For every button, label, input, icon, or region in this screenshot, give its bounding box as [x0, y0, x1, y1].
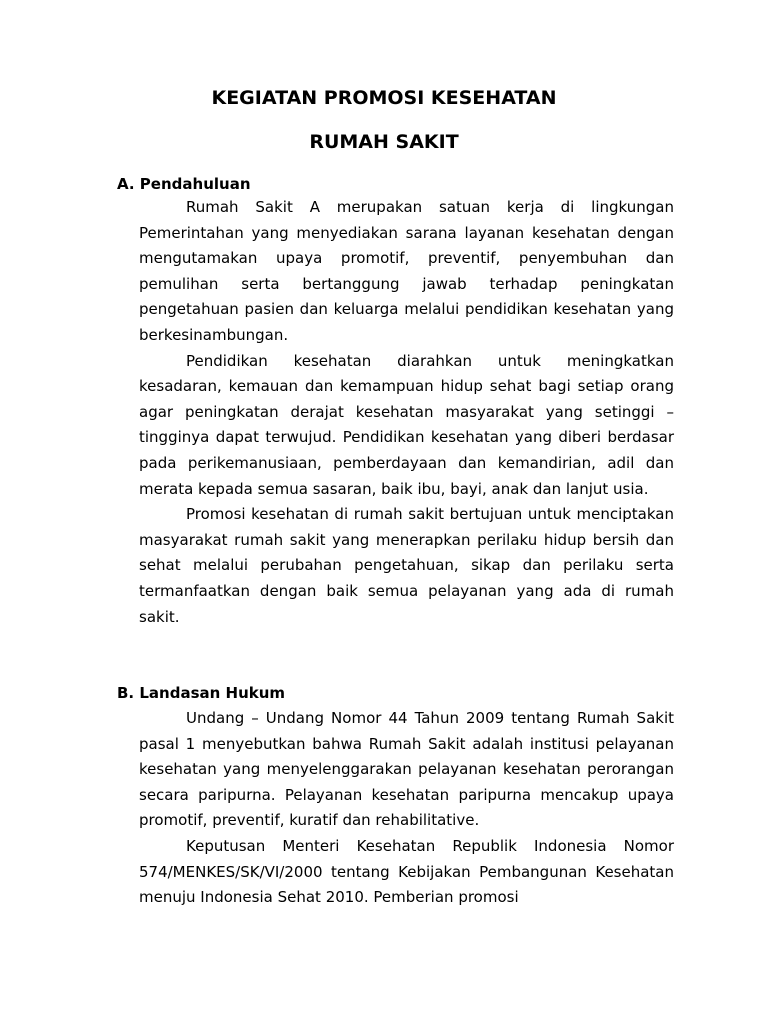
paragraph: Rumah Sakit A merupakan satuan kerja di lingkungan Pemerintahan yang menyediakan sarana layanan kesehatan dengan mengutamakan upaya promotif, preventif, penyembuhan dan pemulihan serta bertanggung jawab terhadap peningkatan pengetahuan pasien dan keluarga melalui pendidikan kesehatan yang berkesinambungan. [139, 198, 674, 344]
section-heading-pendahuluan: A. Pendahuluan [117, 175, 251, 193]
paragraph: Promosi kesehatan di rumah sakit bertujuan untuk menciptakan masyarakat rumah sakit yang menerapkan perilaku hidup bersih dan sehat melalui perubahan pengetahuan, sikap dan perilaku serta termanfaatkan dengan baik semua pelayanan yang ada di rumah sakit. [139, 505, 674, 626]
section-body-landasan-hukum [139, 706, 674, 911]
document-subtitle: RUMAH SAKIT [309, 131, 459, 153]
section-body-pendahuluan [139, 195, 674, 630]
paragraph: Keputusan Menteri Kesehatan Republik Indonesia Nomor 574/MENKES/SK/VI/2000 tentang Kebijakan Pembangunan Kesehatan menuju Indonesia Sehat 2010. Pemberian promosi [139, 836, 674, 907]
document-title: KEGIATAN PROMOSI KESEHATAN [211, 87, 557, 109]
section-heading-landasan-hukum: B. Landasan Hukum [117, 684, 286, 702]
paragraph: Pendidikan kesehatan diarahkan untuk meningkatkan kesadaran, kemauan dan kemampuan hidup sehat bagi setiap orang agar peningkatan derajat kesehatan masyarakat yang setinggi – tingginya dapat terwujud. Pendidikan kesehatan yang diberi berdasar pada perikemanusiaan, pemberdayaan dan kemandirian, adil dan merata kepada semua sasaran, baik ibu, bayi, anak dan lanjut usia. [139, 351, 674, 498]
paragraph: Undang – Undang Nomor 44 Tahun 2009 tentang Rumah Sakit pasal 1 menyebutkan bahwa Rumah Sakit adalah institusi pelayanan kesehatan yang menyelenggarakan pelayanan kesehatan perorangan secara paripurna. Pelayanan kesehatan paripurna mencakup upaya promotif, preventif, kuratif dan rehabilitative. [139, 709, 674, 830]
